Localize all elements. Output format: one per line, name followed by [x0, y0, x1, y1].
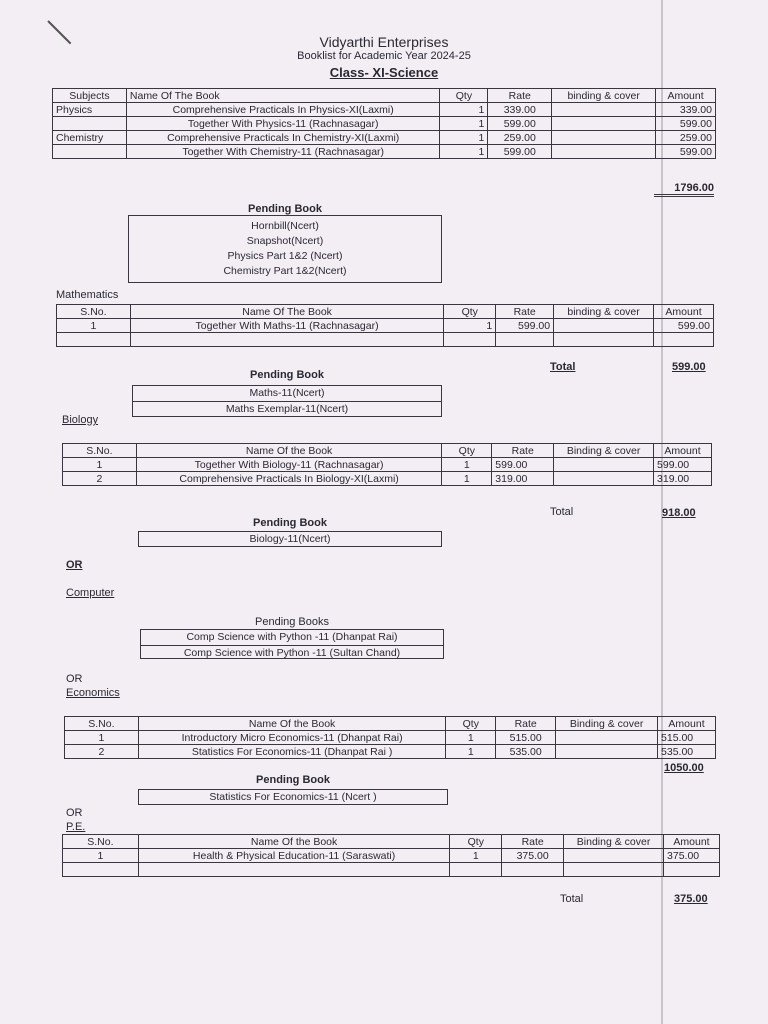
booklist-subtitle: Booklist for Academic Year 2024-25	[297, 50, 471, 62]
biology-pending-title: Pending Book	[253, 517, 327, 529]
col-rate: Rate	[488, 89, 552, 103]
table-row: 2 Comprehensive Practicals In Biology-XI(Laxmi) 1 319.00 319.00	[63, 472, 712, 486]
pending-item: Maths-11(Ncert)	[133, 386, 441, 402]
col-sno: S.No.	[57, 305, 131, 319]
economics-pending-title: Pending Book	[256, 774, 330, 786]
col-qty: Qty	[440, 89, 488, 103]
table-row: Together With Chemistry-11 (Rachnasagar) 1 599.00 599.00	[53, 145, 716, 159]
maths-pending-box	[132, 385, 442, 417]
computer-pending-box	[140, 629, 444, 659]
maths-total: 599.00	[672, 361, 706, 373]
col-qty: Qty	[446, 717, 496, 731]
col-sno: S.No.	[63, 444, 137, 458]
col-binding: binding & cover	[554, 305, 654, 319]
col-rate: Rate	[496, 305, 554, 319]
table-row	[57, 333, 714, 347]
science-pending-box	[128, 215, 442, 283]
col-amount: Amount	[664, 835, 720, 849]
economics-table	[64, 716, 716, 759]
table-row: 1 Health & Physical Education-11 (Saraswati) 1 375.00 375.00	[63, 849, 720, 863]
maths-pending-title: Pending Book	[250, 369, 324, 381]
col-qty: Qty	[450, 835, 502, 849]
computer-pending-title: Pending Books	[255, 616, 329, 628]
col-binding: Binding & cover	[556, 717, 658, 731]
economics-pending-box	[138, 789, 448, 805]
col-amount: Amount	[656, 89, 716, 103]
computer-heading: Computer	[66, 587, 115, 599]
col-rate: Rate	[496, 717, 556, 731]
col-amount: Amount	[654, 305, 714, 319]
table-row: Physics Comprehensive Practicals In Physics-XI(Laxmi) 1 339.00 339.00	[53, 103, 716, 117]
pending-item: Biology-11(Ncert)	[249, 533, 331, 545]
table-row: Together With Physics-11 (Rachnasagar) 1 599.00 599.00	[53, 117, 716, 131]
company-name: Vidyarthi Enterprises	[319, 34, 449, 50]
pe-table	[62, 834, 720, 877]
maths-heading: Mathematics	[56, 289, 119, 301]
col-qty: Qty	[442, 444, 492, 458]
pe-total-label: Total	[560, 893, 584, 905]
table-row	[63, 863, 720, 877]
biology-heading: Biology	[62, 414, 99, 426]
pending-item: Comp Science with Python -11 (Sultan Chand)	[183, 647, 401, 659]
class-title: Class- XI-Science	[329, 65, 439, 80]
or-label: OR	[66, 807, 83, 819]
pe-total: 375.00	[674, 893, 708, 905]
economics-total: 1050.00	[664, 762, 704, 774]
biology-pending-box	[138, 531, 442, 547]
or-label: OR	[66, 673, 83, 685]
col-book-name: Name Of the Book	[138, 835, 450, 849]
col-rate: Rate	[492, 444, 554, 458]
pending-item: Snapshot(Ncert)	[246, 235, 324, 247]
or-label: OR	[66, 559, 83, 571]
col-sno: S.No.	[65, 717, 139, 731]
pending-item: Statistics For Economics-11 (Ncert )	[209, 791, 377, 803]
science-pending-title: Pending Book	[248, 203, 322, 215]
maths-table	[56, 304, 714, 347]
pending-item: Comp Science with Python -11 (Dhanpat Rai)	[141, 630, 443, 646]
science-table	[52, 88, 716, 159]
col-sno: S.No.	[63, 835, 139, 849]
pending-item: Maths Exemplar-11(Ncert)	[225, 403, 349, 415]
biology-table	[62, 443, 712, 486]
pe-heading: P.E.	[66, 821, 86, 833]
table-row: 1 Introductory Micro Economics-11 (Dhanpat Rai) 1 515.00 515.00	[65, 731, 716, 745]
table-row: 1 Together With Biology-11 (Rachnasagar) 1 599.00 599.00	[63, 458, 712, 472]
pending-item: Hornbill(Ncert)	[251, 220, 319, 232]
col-binding: Binding & cover	[564, 835, 664, 849]
col-binding: binding & cover	[552, 89, 656, 103]
economics-heading: Economics	[66, 687, 120, 699]
col-rate: Rate	[502, 835, 564, 849]
pending-item: Physics Part 1&2 (Ncert)	[227, 250, 343, 262]
table-row: 1 Together With Maths-11 (Rachnasagar) 1 599.00 599.00	[57, 319, 714, 333]
col-book-name: Name Of The Book	[130, 305, 444, 319]
col-book-name: Name Of the Book	[138, 717, 446, 731]
col-qty: Qty	[444, 305, 496, 319]
col-book-name: Name Of The Book	[126, 89, 440, 103]
col-amount: Amount	[658, 717, 716, 731]
col-binding: Binding & cover	[554, 444, 654, 458]
table-row: 2 Statistics For Economics-11 (Dhanpat Rai ) 1 535.00 535.00	[65, 745, 716, 759]
col-book-name: Name Of the Book	[136, 444, 442, 458]
pending-item: Chemistry Part 1&2(Ncert)	[223, 265, 347, 277]
col-subjects: Subjects	[53, 89, 127, 103]
biology-total-label: Total	[550, 506, 574, 518]
table-row: Chemistry Comprehensive Practicals In Chemistry-XI(Laxmi) 1 259.00 259.00	[53, 131, 716, 145]
maths-total-label: Total	[550, 361, 576, 373]
biology-total: 918.00	[662, 507, 696, 519]
science-total: 1796.00	[654, 182, 714, 197]
col-amount: Amount	[654, 444, 712, 458]
